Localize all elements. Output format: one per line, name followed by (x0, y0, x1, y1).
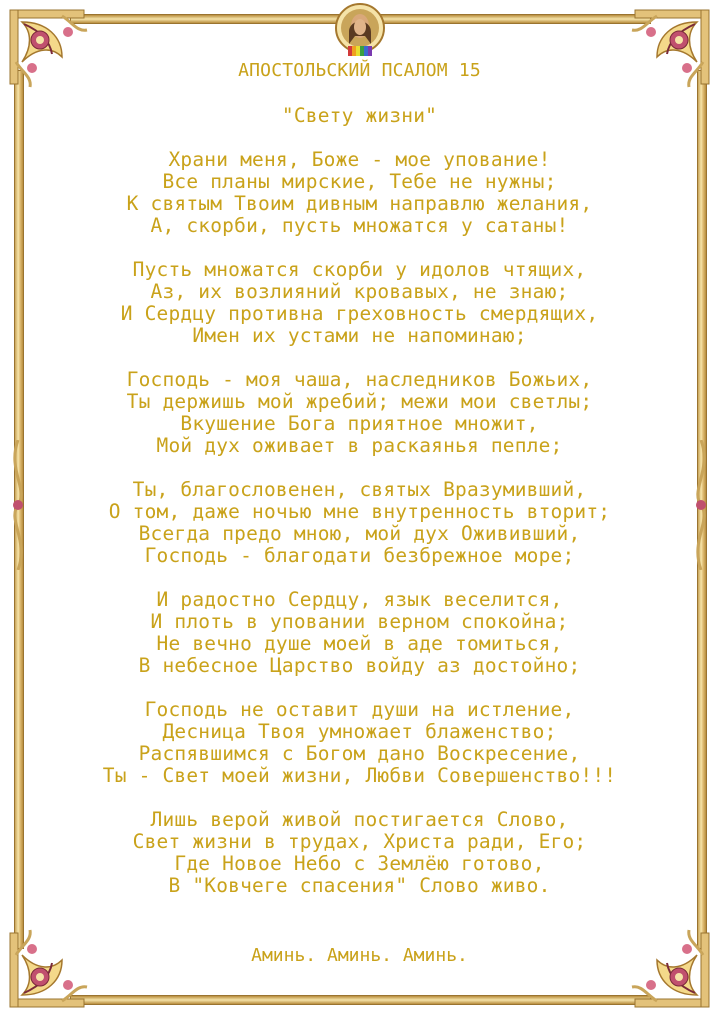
verse-line: Храни меня, Боже - мое упование! (168, 148, 551, 171)
verse-line: Пусть множатся скорби у идолов чтящих, (132, 258, 587, 281)
page-subtitle: "Свету жизни" (281, 104, 438, 127)
left-side-ornament-icon (5, 440, 31, 570)
stanza (40, 479, 679, 567)
closing-amen: Аминь. Аминь. Аминь. (251, 945, 468, 966)
stanza (40, 809, 679, 897)
verse-line: Не вечно душе моей в аде томиться, (156, 632, 563, 655)
verse-line: Распявшимся с Богом дано Воскресение, (138, 742, 581, 765)
verse-line: Господь не оставит души на истление, (144, 698, 575, 721)
verse-line: Лишь верой живой постигается Слово, (150, 808, 569, 831)
verse-line: Десница Твоя умножает блаженство; (162, 720, 557, 743)
verse-line: Свет жизни в трудах, Христа ради, Его; (132, 830, 587, 853)
verse-line: Ты, благословенен, святых Вразумивший, (132, 478, 587, 501)
page-title: АПОСТОЛЬСКИЙ ПСАЛОМ 15 (238, 60, 481, 81)
verse-line: Все планы мирские, Тебе не нужны; (162, 170, 557, 193)
frame-bottom-bar (70, 995, 651, 1005)
verse-line: О том, даже ночью мне внутренность вторит; (108, 500, 611, 523)
verse-line: Господь - моя чаша, наследников Божьих, (126, 368, 593, 391)
right-side-ornament-icon (688, 440, 714, 570)
verse-line: И радостно Сердцу, язык веселится, (156, 588, 563, 611)
verse-line: Мой дух оживает в раскаянья пепле; (156, 434, 563, 457)
verse-line: Аз, их возлияний кровавых, не знаю; (150, 280, 569, 303)
verse-line: И Сердцу противна греховность смердящих, (120, 302, 599, 325)
stanza (40, 369, 679, 457)
verse-line: Господь - благодати безбрежное море; (144, 544, 575, 567)
verse-line: В "Ковчеге спасения" Слово живо. (168, 874, 551, 897)
verse-line: В небесное Царство войду аз достойно; (138, 654, 581, 677)
floral-corner-ornament-icon (627, 925, 717, 1015)
verse-line: Ты держишь мой жребий; межи мои светлы; (126, 390, 593, 413)
verse-line: И плоть в уповании верном спокойна; (150, 610, 569, 633)
stanza (40, 699, 679, 787)
psalm-text (40, 60, 679, 897)
verse-line: Всегда предо мною, мой дух Ожививший, (138, 522, 581, 545)
christ-icon-medallion-icon (334, 2, 386, 58)
verse-line: К святым Твоим дивным направлю желания, (126, 192, 593, 215)
stanza (40, 149, 679, 237)
verse-line: Где Новое Небо с Землёю готово, (174, 852, 545, 875)
verse-line: Вкушение Бога приятное множит, (180, 412, 539, 435)
verse-line: А, скорби, пусть множатся у сатаны! (150, 214, 569, 237)
stanza (40, 259, 679, 347)
stanza (40, 589, 679, 677)
verse-line: Ты - Свет моей жизни, Любви Совершенство!!! (102, 764, 617, 787)
floral-corner-ornament-icon (2, 925, 92, 1015)
verse-line: Имен их устами не напоминаю; (192, 324, 527, 347)
